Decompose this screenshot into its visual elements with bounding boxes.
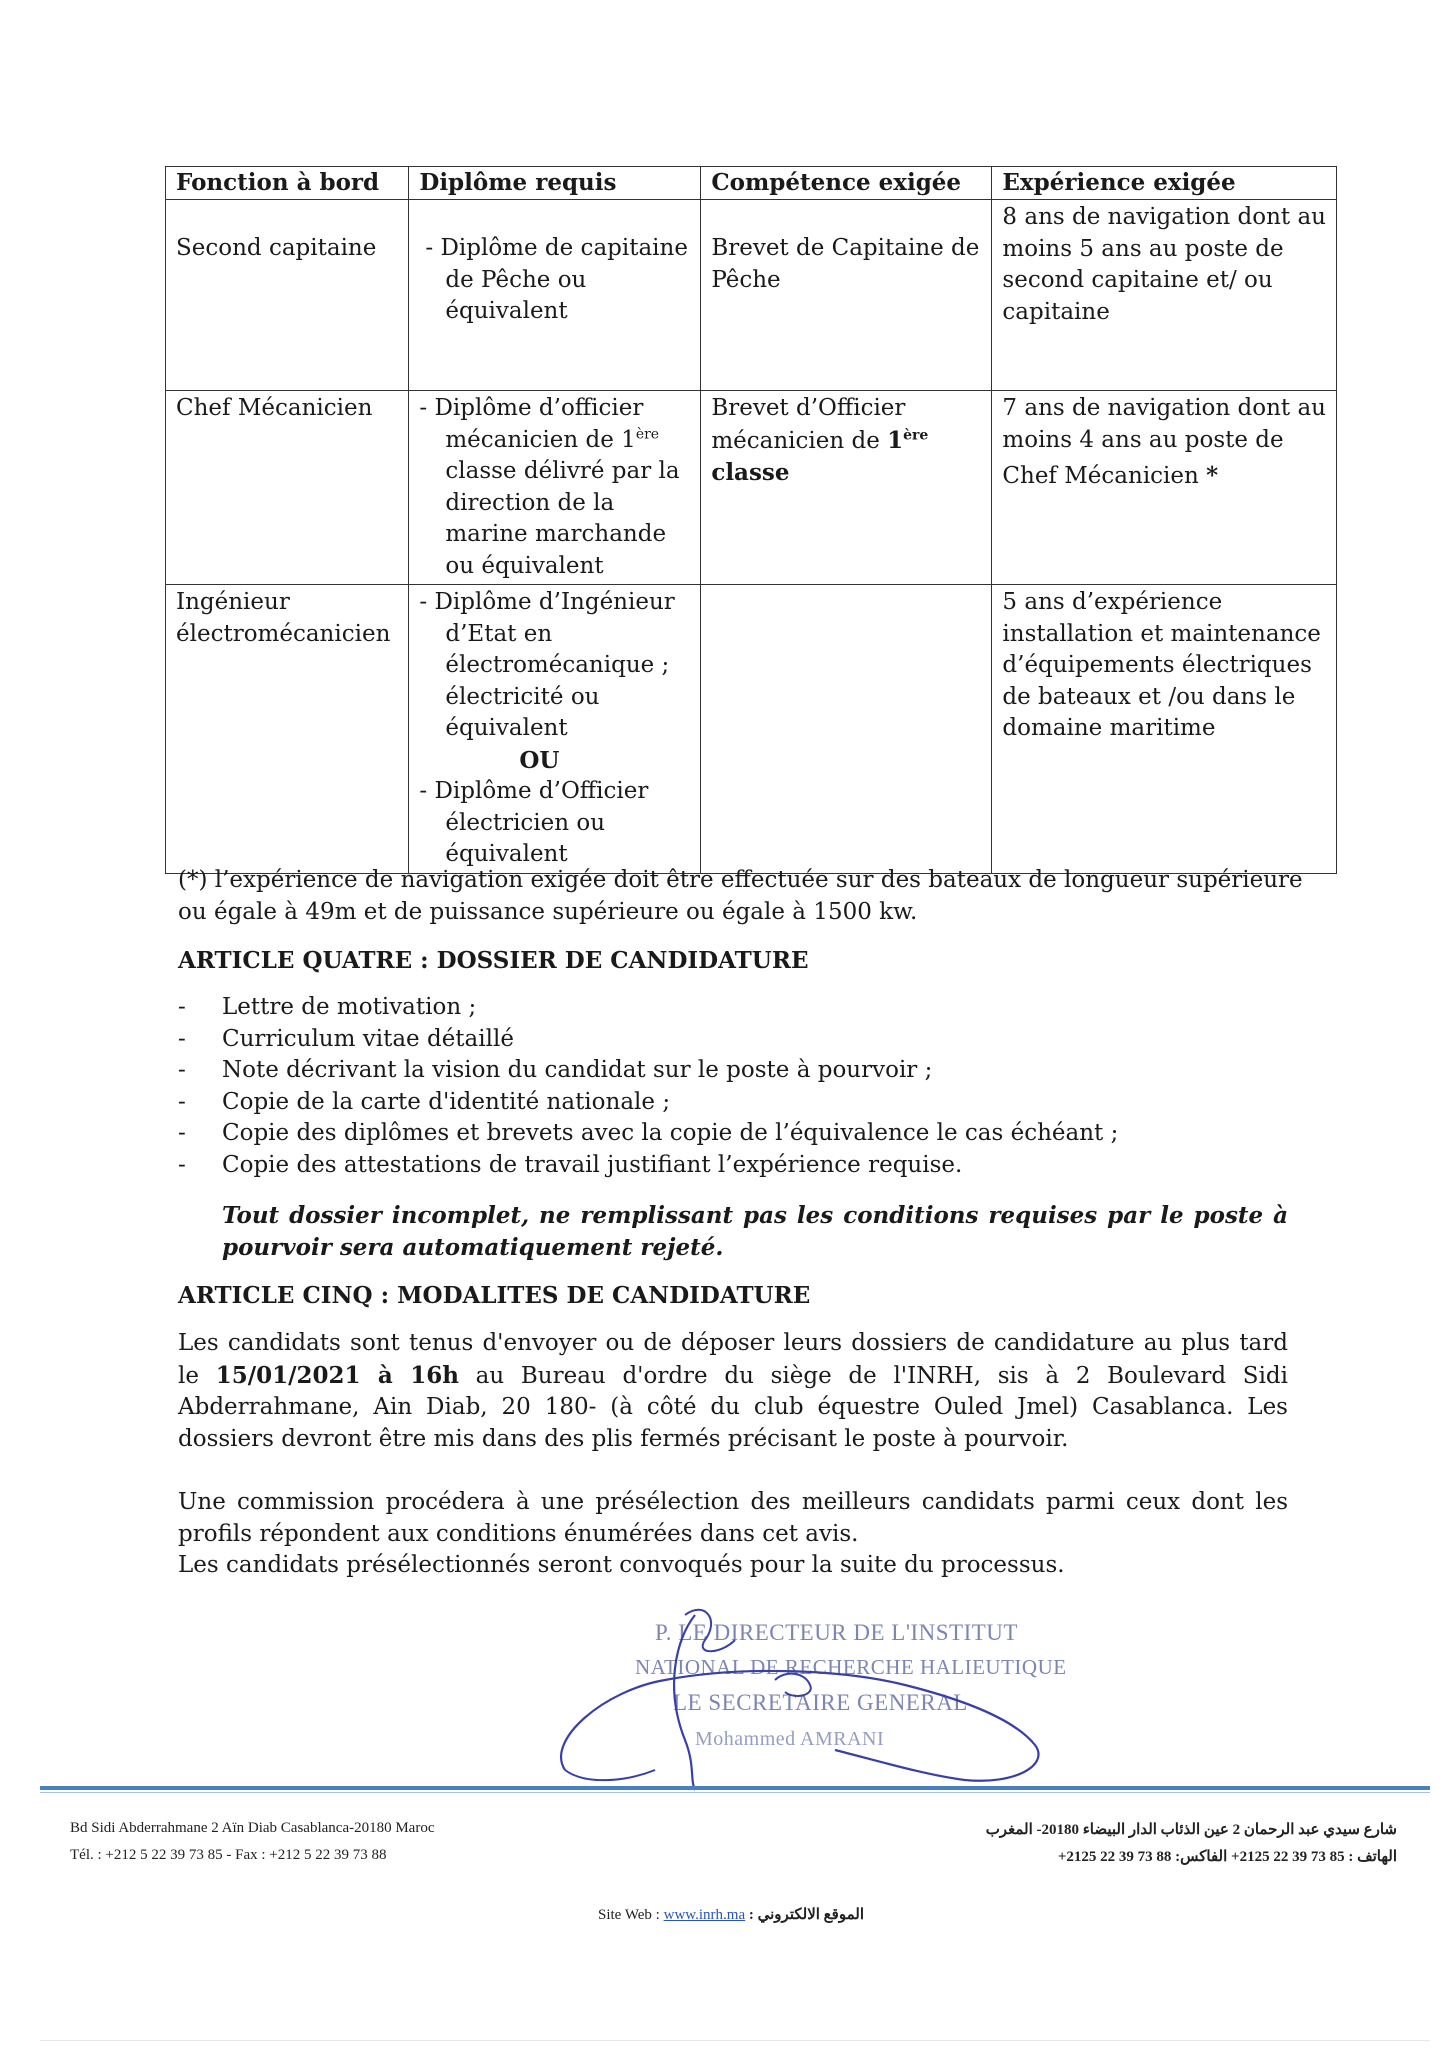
cell-fonction: Ingénieur électromécanicien [166,585,409,874]
table-row [166,391,1337,585]
header-competence: Compétence exigée [701,167,992,200]
page-bottom-rule [40,2040,1430,2041]
article-5-title: ARTICLE CINQ : MODALITES DE CANDIDATURE [178,1282,811,1309]
cell-fonction: Chef Mécanicien [166,391,409,585]
deadline: 15/01/2021 à 16h [215,1361,459,1389]
cell-experience: 7 ans de navigation dont au moins 4 ans au poste de Chef Mécanicien * [992,391,1337,585]
experience-note: (*) l’expérience de navigation exigée doit être effectuée sur des bateaux de longueur supérieure ou égale à 49m et de puissance supérieure ou égale à 1500 kw. [178,867,1303,925]
article-4-title: ARTICLE QUATRE : DOSSIER DE CANDIDATURE [178,947,809,974]
list-item: - Copie des attestations de travail justifiant l’expérience requise. [178,1151,963,1178]
footer-rule-thin [40,1792,1430,1793]
footer-phone-ar: الهاتف : 85 73 39 22 2125+ الفاكس: 88 73 39 22 2125+ [1057,1849,1397,1865]
positions-table [165,166,1337,874]
cell-competence-empty [701,585,992,874]
incomplete-file-warning: Tout dossier incomplet, ne remplissant pas les conditions requises par le poste à pourvoir sera automatiquement rejeté. [222,1202,1288,1261]
convocation-paragraph: Les candidats présélectionnés seront convoqués pour la suite du processus. [178,1552,1065,1578]
cell-diplome: - Diplôme d’Ingénieur d’Etat en électromécanique ; électricité ou équivalent OU - Diplôme d’Officier électricien ou équivalent [409,585,701,874]
list-item: - Copie de la carte d'identité nationale ; [178,1088,671,1115]
cell-fonction: Second capitaine [166,200,409,391]
submission-paragraph: Les candidats sont tenus d'envoyer ou de déposer leurs dossiers de candidature au plus tard le 15/01/2021 à 16h au Bureau d'ordre du siège de l'INRH, sis à 2 Boulevard Sidi Abderrahmane, Ain Diab, 20 180- (à côté du club équestre Ouled Jmel) Casablanca. Les dossiers devront être mis dans des plis fermés précisant le poste à pourvoir. [178,1330,1289,1452]
cell-competence: Brevet d’Officier mécanicien de 1ère classe [701,391,992,585]
footer-phone-fr: Tél. : +212 5 22 39 73 85 - Fax : +212 5 22 39 73 88 [70,1847,387,1863]
header-fonction: Fonction à bord [166,167,409,200]
signature-scribble [545,1600,1065,1795]
footer-rule [40,1786,1430,1790]
document-list [178,992,1288,1181]
list-item: - Curriculum vitae détaillé [178,1025,514,1052]
footer-address-ar: شارع سيدي عبد الرحمان 2 عين الذئاب الدار البيضاء 20180- المغرب [985,1822,1397,1838]
list-item: - Note décrivant la vision du candidat sur le poste à pourvoir ; [178,1057,933,1083]
cell-diplome: - Diplôme de capitaine de Pêche ou équivalent [409,200,701,391]
cell-diplome: - Diplôme d’officier mécanicien de 1ère classe délivré par la direction de la marine marchande ou équivalent [409,391,701,585]
table-row [166,200,1337,391]
cell-experience: 8 ans de navigation dont au moins 5 ans au poste de second capitaine et/ ou capitaine [992,200,1337,391]
table-row [166,585,1337,874]
cell-competence: Brevet de Capitaine de Pêche [701,200,992,391]
footer-address-fr: Bd Sidi Abderrahmane 2 Aïn Diab Casablanca-20180 Maroc [70,1820,435,1836]
header-diplome: Diplôme requis [409,167,701,200]
preselection-paragraph: Une commission procédera à une présélection des meilleurs candidats parmi ceux dont les profils répondent aux conditions énumérées dans cet avis. [178,1489,1288,1547]
header-experience: Expérience exigée [992,167,1337,200]
table-header-row [166,167,1337,200]
website-link[interactable]: www.inrh.ma [663,1907,746,1923]
list-item: - Copie des diplômes et brevets avec la copie de l’équivalence le cas échéant ; [178,1120,1119,1146]
list-item: - Lettre de motivation ; [178,994,477,1020]
official-stamp: P. LE DIRECTEUR DE L'INSTITUT NATIONAL DE RECHERCHE HALIEUTIQUE LE SECRETAIRE GENERAL Mohammed AMRANI [545,1600,1065,1795]
footer-website: Site Web : www.inrh.ma : الموقع الالكتروني [598,1907,864,1923]
cell-experience: 5 ans d’expérience installation et maintenance d’équipements électriques de bateaux et /ou dans le domaine maritime [992,585,1337,874]
